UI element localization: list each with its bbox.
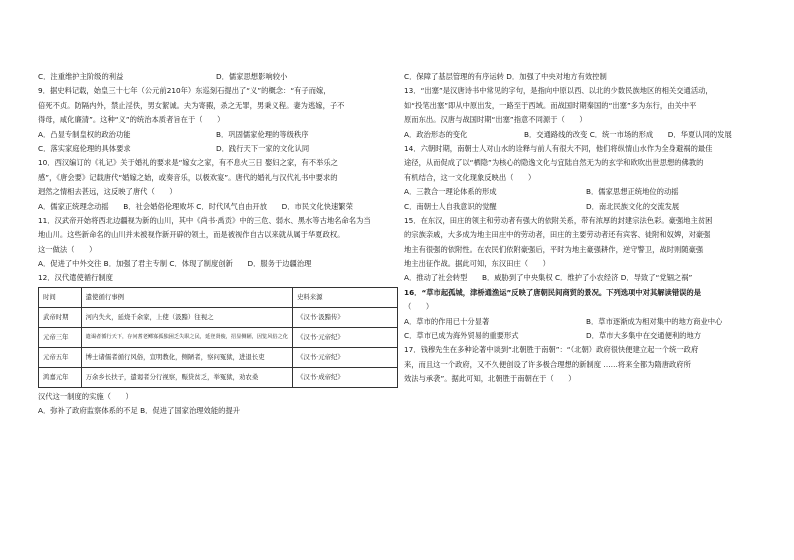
question-text: 得母，咸化廉清”。这种“义”的统治本质者旨在于（ ） [38,115,225,125]
question-text: 的宗族亲戚，大多成为地主田庄中的劳动者，田庄的主要劳动者还有宾客、徒附和奴婢，对豪强 [404,230,711,240]
option-text: D．草市大多集中在交通便利的地方 [586,331,702,341]
question-text: 效法与承袭”。据此可知，北朝胜于南朝在于（ ） [404,374,576,384]
table-row [39,347,398,367]
options-row [404,329,762,343]
question-text: 有机结合，这一文化现象反映出（ ） [404,172,536,182]
option-text: B．巩固儒家伦理的等级秩序 [216,129,309,139]
question-text: 原而东出。汉唐与战国时期“出塞”指意不同源于（ ） [404,115,587,125]
question-13 [404,84,762,142]
table-cell: 元帝三年 [39,327,82,347]
table-cell: 博士诸儒者循行风俗，宣明教化，侧陋者，察问冤狱，进退长吏 [81,347,292,367]
q8-options-cd [38,70,394,84]
question-11 [38,214,394,272]
question-text: 倍死不贞。防隔内外，禁止淫佚，男女絜诚。夫为寄豭，杀之无罪，男秉义程。妻为逃嫁，子不 [38,100,345,110]
options-row [38,142,394,156]
table-cell: 万余乡长扶子，遣谒者分行视察，赈贷贫乏，举冤狱，劝农桑 [81,367,292,387]
question-text: 地山川。这些新命名的山川并未被视作新开辟的领土，而是被视作自古以来就从属于华夏政权。 [38,230,345,240]
option-text: A．草市的作用已十分显著 [404,316,490,326]
question-text: 9．据史料记载，始皇三十七年（公元前210年）东巡刻石提出了“义”的概念：“有子而嫁， [38,86,331,96]
question-text: （ ） [404,302,434,312]
option-text: D．南北民族文化的交流发展 [586,201,680,211]
table-header: 遣使循行事例 [81,287,292,307]
question-text: 这一做法（ ） [38,244,97,254]
option-text: C．注重维护主阶级的利益 [38,72,124,81]
question-text: 感”，《唐会要》记载唐代“婚嫁之始，或奏音乐，以极欢宴”。唐代的婚礼与汉代礼书中要求的 [38,172,338,182]
question-text: 14．六朝时期，南朝士人对山水的诠释与前人有很大不同，他们将纵情山水作为全身避祸的最佳 [404,143,713,153]
option-text: A．凸显专制皇权的政治功能 [38,129,131,139]
left-column [38,70,394,419]
question-15 [404,214,762,286]
table-cell: 武帝时期 [39,307,82,327]
table-row [39,327,398,347]
options-row [404,185,762,199]
options-row [38,128,394,142]
options-row: A．推动了社会转型 B．威胁到了中央集权 C．维护了小农经济 D．导致了“党锢之祸” [404,273,693,283]
q12-options-cd: C．保障了基层管理的有序运转 D．加强了中央对地方有效控制 [404,72,607,81]
table-cell: 鸿嘉元年 [39,367,82,387]
question-10 [38,156,394,214]
option-text: D．儒家思想影响较小 [216,72,288,81]
question-text: 11．汉武帝开始将西北边疆视为新的山川，其中《尚书·禹贡》中的三危、弱水、黑水等古地名命名为当 [38,215,371,225]
question-text: 13．“出塞”是汉唐诗书中常见的字句，是指向中原以西、以北的少数民族地区的相关交通活动， [404,86,713,96]
table-cell: 《汉书·成帝纪》 [293,367,398,387]
table-cell: 《汉书·元帝纪》 [293,327,398,347]
option-text: C．南朝士人自我意识的觉醒 [404,201,497,211]
question-17 [404,343,762,386]
table-cell: 河内失火，延烧千余家，上使（汲黯）往视之 [81,307,292,327]
table-row [39,307,398,327]
options-row: A．促进了中外交往 B．加强了君主专制 C．体现了制度创新 D．服务于边疆治理 [38,259,312,269]
question-16 [404,286,762,344]
table-cell: 《汉书·汲黯传》 [293,307,398,327]
options-row [404,315,762,329]
question-text: 12．汉代遣使循行制度 [38,273,113,283]
question-text: 汉代这一制度的实施（ ） [38,391,133,401]
option-text: A．政治形态的变化 [404,129,468,139]
option-text: B．儒家思想正统地位的动摇 [586,187,679,197]
option-text: B．交通路线的改变 C．统一市场的形成 D．华夏认同的发展 [524,129,732,139]
table-row [39,367,398,387]
question-text: 来，而且这一个政府，又不久便创设了许多极合理想的新制度 ……将来全都为隋唐政府所 [404,359,691,369]
options-row: A．弥补了政府监察体系的不足 B．促进了国家治理效能的提升 [38,406,241,416]
options-row [404,200,762,214]
table-header: 史料来源 [293,287,398,307]
right-column [404,70,762,387]
option-text: D．践行天下一家的文化认同 [216,143,310,153]
option-text: A．三教合一理论体系的形成 [404,187,497,197]
question-text: 10．西汉编订的《礼记》关于婚礼的要求是“嫁女之家，有不息火三日 娶妇之家，有不举乐之 [38,158,338,168]
question-text: 15．在东汉，田庄的领主和劳动者有强大的依附关系，带有浓厚的封建宗法色彩。豪强地主贫困 [404,215,713,225]
table-cell: 元帝五年 [39,347,82,367]
table-header: 时间 [39,287,82,307]
question-text: 17．钱穆先生在多种论著中谈到“北朝胜于南朝”：“（北朝）政府很快便建立起一个统一政府 [404,345,699,355]
question-text: 地主出征作战。据此可知，东汉田庄（ ） [404,259,550,269]
question-text: 如“投笔出塞”即从中原出发，一路至于西域。而战国时期秦国的“出塞”多为东行，由关中平 [404,100,697,110]
question-14 [404,142,762,214]
options-row: A．儒家正统理念动摇 B．社会婚俗伦理败坏 C．时代风气自由开放 D．市民文化快速繁荣 [38,201,353,211]
question-text: 迥然之情相去甚远，这反映了唐代（ ） [38,187,177,197]
question-12 [38,271,394,418]
question-9 [38,84,394,156]
option-text: C．落实家庭伦理的具体要求 [38,143,131,153]
table-cell: 遣谒者循行天下，存问耆老鳏寡孤独困乏失职之民，延登贤俊，招显侧陋，因览风俗之化 [81,327,292,347]
table-header-row [39,287,398,307]
option-text: B．草市逐渐成为相对集中的地方商业中心 [586,316,723,326]
options-row [404,128,762,142]
envoy-table [38,287,398,388]
question-text: 途径，从而促成了以“栖隐”为核心的隐逸文化与宜陆自然无为的玄学和欧吹出世思想的佛教的 [404,158,704,168]
question-text: 地主有很强的依附性。在农民们依附豪强后，平时为地主豪强耕作，逆守警卫，战时则随豪强 [404,244,704,254]
question-text: 16．“草市起孤城，津桥通渔运”反映了唐朝民间商贸的景况。下列选项中对其解读错误的是 [404,287,702,297]
table-cell: 《汉书·元帝纪》 [293,347,398,367]
option-text: C．草市已成为海外贸易的重要形式 [404,331,519,341]
